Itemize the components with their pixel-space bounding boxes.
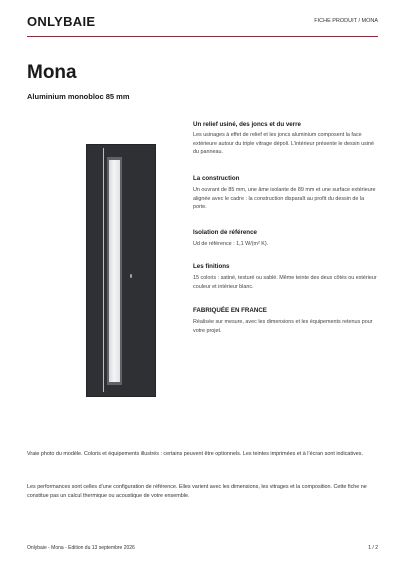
page-header [27, 14, 378, 34]
glass-pane [109, 160, 120, 382]
page-subtitle: Aluminium monobloc 85 mm [27, 92, 130, 101]
section-heading-finitions: Les finitions [193, 263, 230, 270]
section-heading-relief: Un relief usiné, des joncs et du verre [193, 121, 301, 128]
photo-disclaimer: Vraie photo du modèle. Coloris et équipements illustrés : certains peuvent être optionnels. Les teintes imprimées et à l’écran sont indicatives. [27, 451, 363, 457]
door-photo [86, 144, 156, 397]
section-heading-made-in-france: FABRIQUÉE EN FRANCE [193, 307, 267, 314]
section-heading-construction: La construction [193, 175, 240, 182]
page-title: Mona [27, 62, 77, 83]
page-number: 1 / 2 [368, 545, 378, 551]
section-heading-isolation: Isolation de référence [193, 229, 257, 236]
brand-logo: ONLYBAIE [27, 14, 96, 29]
section-text-construction: Un ouvrant de 85 mm, une âme isolante de 89 mm et une surface extérieure alignée avec le cadre : la construction disparaît au profit du dessin de la porte. [193, 187, 376, 211]
section-text-isolation: Ud de référence : 1,1 W/(m² K). [193, 241, 269, 247]
breadcrumb: FICHE PRODUIT / MONA [314, 18, 378, 24]
section-text-relief: Les usinages à effet de relief et les joncs aluminium composent la face extérieure autour du triple vitrage dépoli. L’intérieur présente le dessin usiné du panneau. [193, 132, 374, 156]
door-inlay-stripe [103, 148, 104, 392]
footer-edition: Onlybaie - Mona - Edition du 13 septembre 2026 [27, 545, 135, 551]
section-text-finitions: 15 coloris : satiné, texturé ou sablé. Même teinte des deux côtés ou extérieur couleur et intérieur blanc. [193, 275, 377, 290]
header-divider [27, 36, 378, 37]
performance-disclaimer: Les performances sont celles d’une configuration de référence. Elles varient avec les dimensions, les vitrages et la composition. Cette fiche ne constitue pas un calcul thermique ou acoustique de votre ensemble. [27, 484, 367, 499]
section-text-made-in-france: Réalisée sur mesure, avec les dimensions et les équipements retenus pour votre projet. [193, 319, 373, 334]
